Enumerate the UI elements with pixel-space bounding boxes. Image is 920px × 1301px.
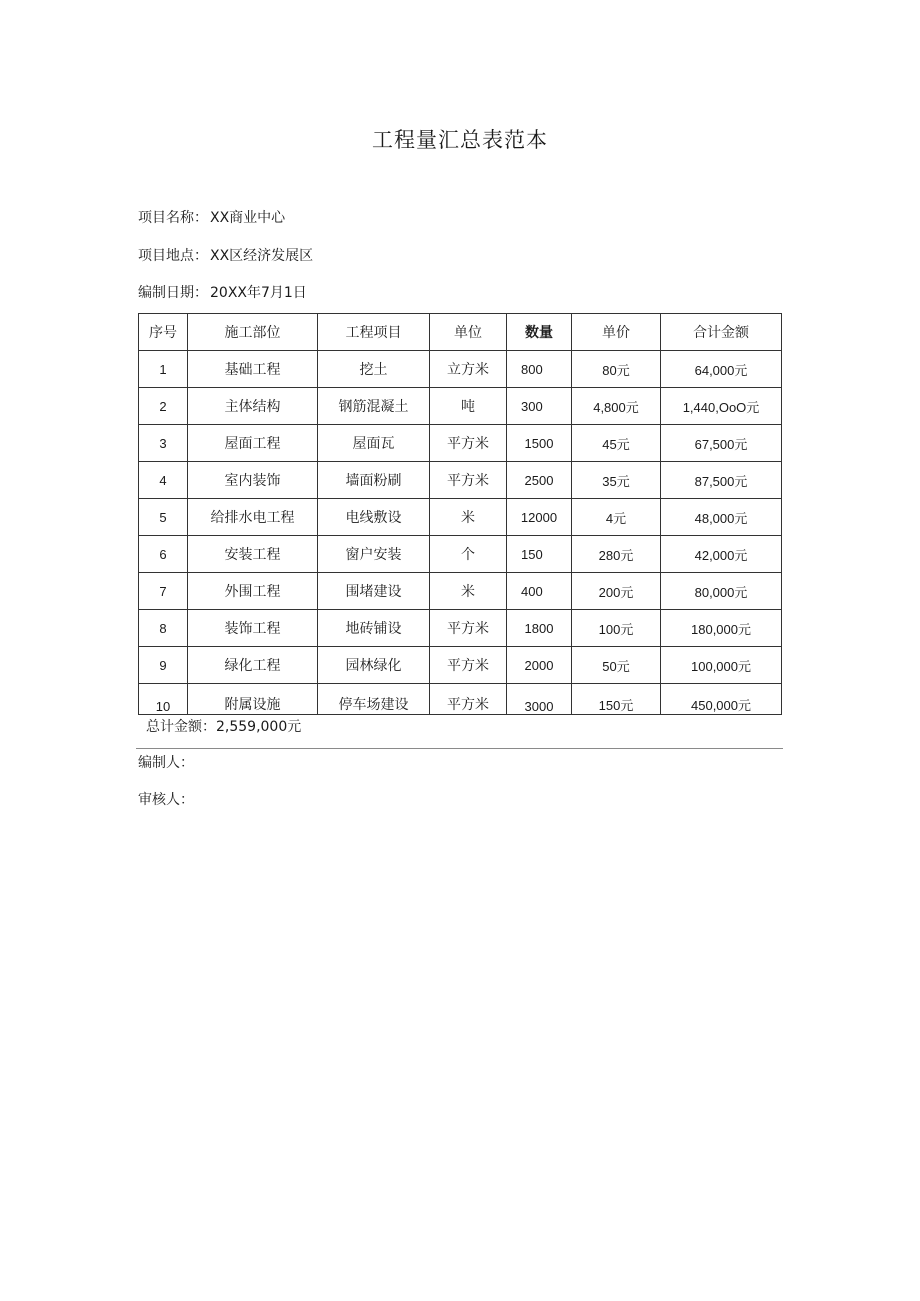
row-unit: 个 bbox=[430, 536, 507, 573]
row-total: 80,000元 bbox=[661, 573, 782, 610]
row-location: 安装工程 bbox=[188, 536, 318, 573]
row-quantity: 2000 bbox=[507, 647, 572, 684]
table-row bbox=[139, 351, 782, 388]
row-location: 装饰工程 bbox=[188, 610, 318, 647]
row-location: 主体结构 bbox=[188, 388, 318, 425]
row-item: 围堵建设 bbox=[318, 573, 430, 610]
row-quantity: 12000 bbox=[507, 499, 572, 536]
row-total: 450,000元 bbox=[661, 684, 782, 715]
project-name-label: 项目名称： bbox=[138, 210, 208, 226]
row-item: 地砖铺设 bbox=[318, 610, 430, 647]
row-unit-price: 4,800元 bbox=[572, 388, 661, 425]
row-index: 3 bbox=[139, 425, 188, 462]
row-unit: 平方米 bbox=[430, 610, 507, 647]
table-row bbox=[139, 425, 782, 462]
row-location: 基础工程 bbox=[188, 351, 318, 388]
row-total: 64,000元 bbox=[661, 351, 782, 388]
compile-date-line bbox=[138, 282, 307, 302]
row-unit: 平方米 bbox=[430, 425, 507, 462]
compiler-signature: 编制人： bbox=[138, 755, 194, 771]
row-location: 外围工程 bbox=[188, 573, 318, 610]
row-unit: 米 bbox=[430, 573, 507, 610]
project-name-line bbox=[138, 207, 285, 227]
row-index: 5 bbox=[139, 499, 188, 536]
row-quantity: 3000 bbox=[507, 684, 572, 715]
grand-total-label: 总计金额： bbox=[146, 719, 216, 735]
row-unit-price: 150元 bbox=[572, 684, 661, 715]
row-quantity: 300 bbox=[507, 388, 572, 425]
row-quantity: 800 bbox=[507, 351, 572, 388]
compile-date-label: 编制日期： bbox=[138, 285, 208, 301]
row-total: 1,440,OoO元 bbox=[661, 388, 782, 425]
reviewer-signature: 审核人： bbox=[138, 792, 194, 808]
table-row bbox=[139, 573, 782, 610]
table-header-row bbox=[139, 314, 782, 351]
header-quantity: 数量 bbox=[507, 314, 572, 351]
row-unit-price: 200元 bbox=[572, 573, 661, 610]
row-quantity: 1800 bbox=[507, 610, 572, 647]
row-index: 2 bbox=[139, 388, 188, 425]
project-location-value: XX区经济发展区 bbox=[210, 248, 314, 264]
header-total: 合计金额 bbox=[661, 314, 782, 351]
header-unit: 单位 bbox=[430, 314, 507, 351]
grand-total bbox=[146, 716, 301, 736]
row-item: 园林绿化 bbox=[318, 647, 430, 684]
row-unit-price: 80元 bbox=[572, 351, 661, 388]
row-item: 屋面瓦 bbox=[318, 425, 430, 462]
row-index: 6 bbox=[139, 536, 188, 573]
row-item: 墙面粉刷 bbox=[318, 462, 430, 499]
row-location: 屋面工程 bbox=[188, 425, 318, 462]
project-name-value: XX商业中心 bbox=[210, 210, 286, 226]
row-unit: 立方米 bbox=[430, 351, 507, 388]
table-row bbox=[139, 610, 782, 647]
header-item: 工程项目 bbox=[318, 314, 430, 351]
row-location: 附属设施 bbox=[188, 684, 318, 715]
row-total: 100,000元 bbox=[661, 647, 782, 684]
table-row bbox=[139, 388, 782, 425]
row-unit: 平方米 bbox=[430, 684, 507, 715]
row-total: 48,000元 bbox=[661, 499, 782, 536]
row-unit: 米 bbox=[430, 499, 507, 536]
row-quantity: 2500 bbox=[507, 462, 572, 499]
row-unit-price: 280元 bbox=[572, 536, 661, 573]
table-row bbox=[139, 647, 782, 684]
row-unit-price: 100元 bbox=[572, 610, 661, 647]
table-row bbox=[139, 462, 782, 499]
row-item: 电线敷设 bbox=[318, 499, 430, 536]
grand-total-value: 2,559,000元 bbox=[216, 719, 302, 735]
row-unit-price: 35元 bbox=[572, 462, 661, 499]
row-unit: 平方米 bbox=[430, 647, 507, 684]
header-location: 施工部位 bbox=[188, 314, 318, 351]
row-quantity: 150 bbox=[507, 536, 572, 573]
table-row bbox=[139, 536, 782, 573]
row-unit-price: 4元 bbox=[572, 499, 661, 536]
row-index: 4 bbox=[139, 462, 188, 499]
row-unit: 平方米 bbox=[430, 462, 507, 499]
row-item: 钢筋混凝土 bbox=[318, 388, 430, 425]
table-row bbox=[139, 684, 782, 715]
row-unit-price: 45元 bbox=[572, 425, 661, 462]
compile-date-value: 20XX年7月1日 bbox=[210, 285, 307, 301]
row-index: 1 bbox=[139, 351, 188, 388]
quantity-summary-table bbox=[138, 313, 782, 715]
project-location-line bbox=[138, 245, 313, 265]
row-total: 87,500元 bbox=[661, 462, 782, 499]
row-item: 停车场建设 bbox=[318, 684, 430, 715]
row-item: 窗户安装 bbox=[318, 536, 430, 573]
row-index: 10 bbox=[139, 684, 188, 715]
row-location: 给排水电工程 bbox=[188, 499, 318, 536]
header-index: 序号 bbox=[139, 314, 188, 351]
header-unit-price: 单价 bbox=[572, 314, 661, 351]
row-index: 8 bbox=[139, 610, 188, 647]
row-location: 室内装饰 bbox=[188, 462, 318, 499]
row-item: 挖土 bbox=[318, 351, 430, 388]
row-index: 9 bbox=[139, 647, 188, 684]
project-location-label: 项目地点： bbox=[138, 248, 208, 264]
table-row bbox=[139, 499, 782, 536]
row-total: 180,000元 bbox=[661, 610, 782, 647]
row-total: 67,500元 bbox=[661, 425, 782, 462]
row-unit-price: 50元 bbox=[572, 647, 661, 684]
row-quantity: 400 bbox=[507, 573, 572, 610]
row-index: 7 bbox=[139, 573, 188, 610]
row-location: 绿化工程 bbox=[188, 647, 318, 684]
row-quantity: 1500 bbox=[507, 425, 572, 462]
divider-line bbox=[136, 748, 783, 749]
row-total: 42,000元 bbox=[661, 536, 782, 573]
document-title: 工程量汇总表范本 bbox=[372, 128, 548, 152]
row-unit: 吨 bbox=[430, 388, 507, 425]
